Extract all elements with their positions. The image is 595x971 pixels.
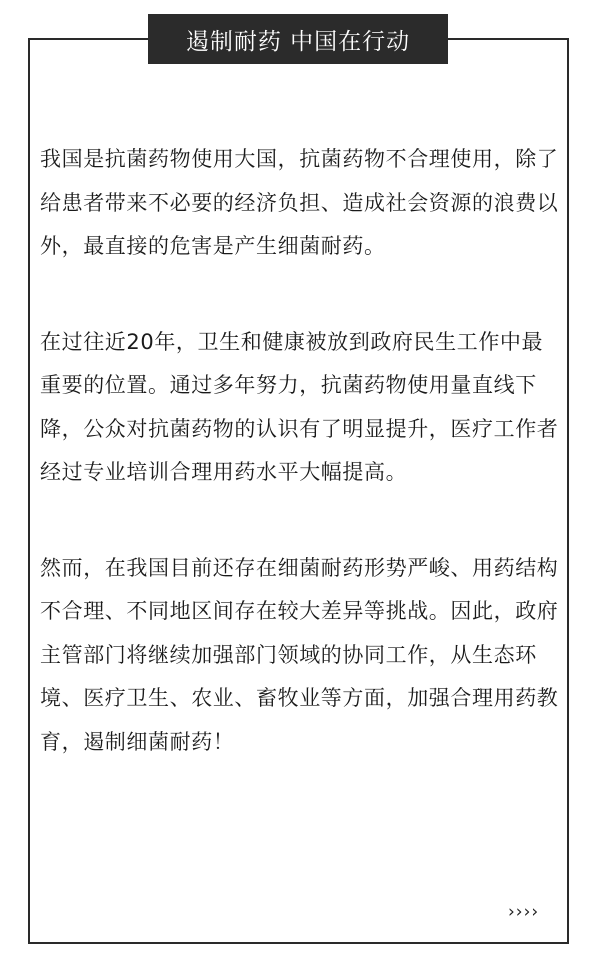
more-indicator: ›››› [508,902,540,922]
article-body [40,138,560,816]
paragraph-3: 然而，在我国目前还存在细菌耐药形势严峻、用药结构不合理、不同地区间存在较大差异等挑战。因此，政府主管部门将继续加强部门领域的协同工作，从生态环境、医疗卫生、农业、畜牧业等方面，加强合理用药教育，遏制细菌耐药！ [40,555,559,754]
page-title: 遏制耐药 中国在行动 [185,28,411,55]
paragraph-1: 我国是抗菌药物使用大国，抗菌药物不合理使用，除了给患者带来不必要的经济负担、造成社会资源的浪费以外，最直接的危害是产生细菌耐药。 [40,147,559,258]
article-title-banner [148,14,448,64]
paragraph-2: 在过往近20年，卫生和健康被放到政府民生工作中最重要的位置。通过多年努力，抗菌药物使用量直线下降，公众对抗菌药物的认识有了明显提升，医疗工作者经过专业培训合理用药水平大幅提高。 [40,329,559,484]
